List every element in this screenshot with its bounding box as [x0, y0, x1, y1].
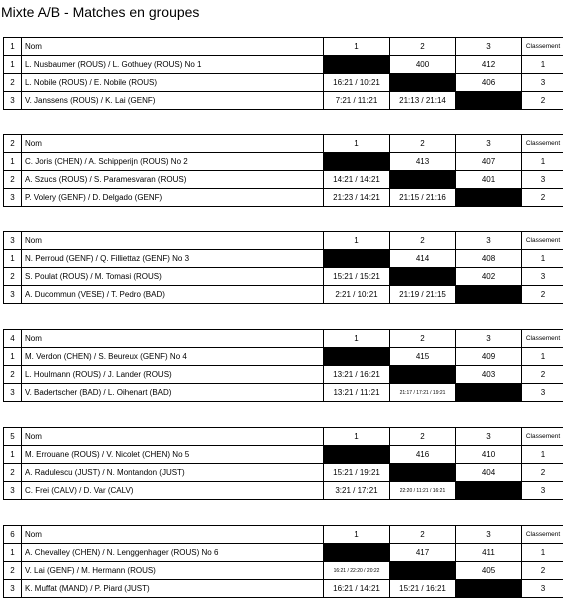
rank-cell: 3	[522, 482, 563, 500]
score-cell-1: 15:21 / 15:21	[324, 268, 390, 286]
row-number: 3	[4, 189, 22, 207]
self-match-cell	[324, 56, 390, 74]
row-number: 3	[4, 580, 22, 598]
group-table	[3, 427, 563, 500]
team-name: V. Lai (GENF) / M. Hermann (ROUS)	[22, 562, 324, 580]
score-cell-1: 13:21 / 16:21	[324, 366, 390, 384]
rank-cell: 1	[522, 250, 563, 268]
classement-header: Classement	[522, 135, 563, 153]
rank-cell: 3	[522, 171, 563, 189]
score-cell-1: 16:21 / 14:21	[324, 580, 390, 598]
table-row	[4, 544, 563, 562]
team-name: C. Frei (CALV) / D. Var (CALV)	[22, 482, 324, 500]
self-match-cell	[456, 286, 522, 304]
self-match-cell	[456, 384, 522, 402]
table-row	[4, 56, 563, 74]
self-match-cell	[390, 562, 456, 580]
score-cell-3: 401	[456, 171, 522, 189]
team-name: V. Janssens (ROUS) / K. Lai (GENF)	[22, 92, 324, 110]
score-cell-2: 21:19 / 21:15	[390, 286, 456, 304]
rank-cell: 2	[522, 286, 563, 304]
score-cell-1: 21:23 / 14:21	[324, 189, 390, 207]
team-name: A. Chevalley (CHEN) / N. Lenggenhager (ROUS) No 6	[22, 544, 324, 562]
score-cell-2: 21:13 / 21:14	[390, 92, 456, 110]
group-number: 2	[4, 135, 22, 153]
col-header-2: 2	[390, 38, 456, 56]
team-name: M. Errouane (ROUS) / V. Nicolet (CHEN) No 5	[22, 446, 324, 464]
col-header-3: 3	[456, 428, 522, 446]
name-header: Nom	[22, 38, 324, 56]
score-cell-2: 15:21 / 16:21	[390, 580, 456, 598]
col-header-3: 3	[456, 330, 522, 348]
group-table	[3, 134, 563, 207]
self-match-cell	[324, 348, 390, 366]
group-number: 6	[4, 526, 22, 544]
self-match-cell	[390, 464, 456, 482]
group-number: 1	[4, 38, 22, 56]
team-name: A. Ducommun (VESE) / T. Pedro (BAD)	[22, 286, 324, 304]
row-number: 2	[4, 366, 22, 384]
score-cell-1: 3:21 / 17:21	[324, 482, 390, 500]
rank-cell: 1	[522, 446, 563, 464]
col-header-1: 1	[324, 135, 390, 153]
row-number: 1	[4, 250, 22, 268]
rank-cell: 3	[522, 580, 563, 598]
row-number: 3	[4, 286, 22, 304]
table-row	[4, 482, 563, 500]
rank-cell: 1	[522, 544, 563, 562]
col-header-1: 1	[324, 428, 390, 446]
table-row	[4, 562, 563, 580]
score-cell-3: 406	[456, 74, 522, 92]
self-match-cell	[390, 171, 456, 189]
col-header-2: 2	[390, 428, 456, 446]
team-name: S. Poulat (ROUS) / M. Tomasi (ROUS)	[22, 268, 324, 286]
classement-header: Classement	[522, 330, 563, 348]
group-table	[3, 329, 563, 402]
group-header-row	[4, 38, 563, 56]
col-header-3: 3	[456, 38, 522, 56]
table-row	[4, 348, 563, 366]
name-header: Nom	[22, 526, 324, 544]
score-cell-3: 407	[456, 153, 522, 171]
score-cell-1: 7:21 / 11:21	[324, 92, 390, 110]
table-row	[4, 464, 563, 482]
score-cell-2: 415	[390, 348, 456, 366]
table-row	[4, 153, 563, 171]
col-header-2: 2	[390, 232, 456, 250]
group-table	[3, 231, 563, 304]
team-name: N. Perroud (GENF) / Q. Filliettaz (GENF) No 3	[22, 250, 324, 268]
table-row	[4, 268, 563, 286]
self-match-cell	[456, 189, 522, 207]
row-number: 2	[4, 171, 22, 189]
score-cell-3: 409	[456, 348, 522, 366]
row-number: 3	[4, 92, 22, 110]
rank-cell: 1	[522, 348, 563, 366]
row-number: 2	[4, 562, 22, 580]
group-header-row	[4, 232, 563, 250]
group-header-row	[4, 526, 563, 544]
group-number: 4	[4, 330, 22, 348]
score-cell-1: 14:21 / 14:21	[324, 171, 390, 189]
score-cell-1: 16:21 / 22:20 / 20:22	[324, 562, 390, 580]
name-header: Nom	[22, 232, 324, 250]
name-header: Nom	[22, 135, 324, 153]
score-cell-1: 13:21 / 11:21	[324, 384, 390, 402]
rank-cell: 2	[522, 92, 563, 110]
classement-header: Classement	[522, 232, 563, 250]
team-name: M. Verdon (CHEN) / S. Beureux (GENF) No 4	[22, 348, 324, 366]
rank-cell: 2	[522, 189, 563, 207]
rank-cell: 2	[522, 464, 563, 482]
self-match-cell	[324, 250, 390, 268]
table-row	[4, 286, 563, 304]
col-header-1: 1	[324, 38, 390, 56]
team-name: V. Badertscher (BAD) / L. Oihenart (BAD)	[22, 384, 324, 402]
table-row	[4, 250, 563, 268]
score-cell-2: 400	[390, 56, 456, 74]
row-number: 2	[4, 268, 22, 286]
group-table	[3, 525, 563, 598]
self-match-cell	[456, 92, 522, 110]
col-header-3: 3	[456, 232, 522, 250]
team-name: A. Radulescu (JUST) / N. Montandon (JUST)	[22, 464, 324, 482]
group-number: 5	[4, 428, 22, 446]
classement-header: Classement	[522, 428, 563, 446]
rank-cell: 1	[522, 56, 563, 74]
self-match-cell	[390, 268, 456, 286]
classement-header: Classement	[522, 526, 563, 544]
classement-header: Classement	[522, 38, 563, 56]
table-row	[4, 366, 563, 384]
col-header-2: 2	[390, 135, 456, 153]
col-header-3: 3	[456, 135, 522, 153]
row-number: 2	[4, 74, 22, 92]
score-cell-3: 405	[456, 562, 522, 580]
col-header-1: 1	[324, 330, 390, 348]
table-row	[4, 446, 563, 464]
score-cell-2: 21:17 / 17:21 / 19:21	[390, 384, 456, 402]
col-header-1: 1	[324, 526, 390, 544]
rank-cell: 2	[522, 366, 563, 384]
score-cell-2: 414	[390, 250, 456, 268]
score-cell-1: 2:21 / 10:21	[324, 286, 390, 304]
col-header-2: 2	[390, 526, 456, 544]
self-match-cell	[456, 482, 522, 500]
self-match-cell	[324, 153, 390, 171]
group-table	[3, 37, 563, 110]
score-cell-1: 15:21 / 19:21	[324, 464, 390, 482]
group-header-row	[4, 135, 563, 153]
page-title: Mixte A/B - Matches en groupes	[1, 4, 199, 20]
team-name: P. Volery (GENF) / D. Delgado (GENF)	[22, 189, 324, 207]
self-match-cell	[390, 74, 456, 92]
row-number: 1	[4, 56, 22, 74]
row-number: 1	[4, 153, 22, 171]
row-number: 1	[4, 348, 22, 366]
score-cell-3: 403	[456, 366, 522, 384]
group-header-row	[4, 330, 563, 348]
team-name: L. Nusbaumer (ROUS) / L. Gothuey (ROUS) No 1	[22, 56, 324, 74]
rank-cell: 3	[522, 384, 563, 402]
row-number: 3	[4, 384, 22, 402]
col-header-1: 1	[324, 232, 390, 250]
rank-cell: 3	[522, 268, 563, 286]
table-row	[4, 171, 563, 189]
team-name: C. Joris (CHEN) / A. Schipperijn (ROUS) No 2	[22, 153, 324, 171]
row-number: 3	[4, 482, 22, 500]
table-row	[4, 74, 563, 92]
team-name: L. Houlmann (ROUS) / J. Lander (ROUS)	[22, 366, 324, 384]
row-number: 2	[4, 464, 22, 482]
score-cell-2: 22:20 / 11:21 / 16:21	[390, 482, 456, 500]
score-cell-3: 410	[456, 446, 522, 464]
team-name: K. Muffat (MAND) / P. Piard (JUST)	[22, 580, 324, 598]
score-cell-3: 408	[456, 250, 522, 268]
rank-cell: 2	[522, 562, 563, 580]
score-cell-3: 402	[456, 268, 522, 286]
score-cell-2: 21:15 / 21:16	[390, 189, 456, 207]
table-row	[4, 92, 563, 110]
table-row	[4, 384, 563, 402]
score-cell-3: 412	[456, 56, 522, 74]
row-number: 1	[4, 544, 22, 562]
group-number: 3	[4, 232, 22, 250]
score-cell-1: 16:21 / 10:21	[324, 74, 390, 92]
self-match-cell	[324, 544, 390, 562]
name-header: Nom	[22, 330, 324, 348]
score-cell-3: 404	[456, 464, 522, 482]
rank-cell: 1	[522, 153, 563, 171]
score-cell-2: 417	[390, 544, 456, 562]
score-cell-2: 413	[390, 153, 456, 171]
team-name: A. Szucs (ROUS) / S. Paramesvaran (ROUS)	[22, 171, 324, 189]
self-match-cell	[390, 366, 456, 384]
rank-cell: 3	[522, 74, 563, 92]
name-header: Nom	[22, 428, 324, 446]
team-name: L. Nobile (ROUS) / E. Nobile (ROUS)	[22, 74, 324, 92]
table-row	[4, 189, 563, 207]
col-header-2: 2	[390, 330, 456, 348]
score-cell-2: 416	[390, 446, 456, 464]
score-cell-3: 411	[456, 544, 522, 562]
group-header-row	[4, 428, 563, 446]
col-header-3: 3	[456, 526, 522, 544]
row-number: 1	[4, 446, 22, 464]
self-match-cell	[324, 446, 390, 464]
